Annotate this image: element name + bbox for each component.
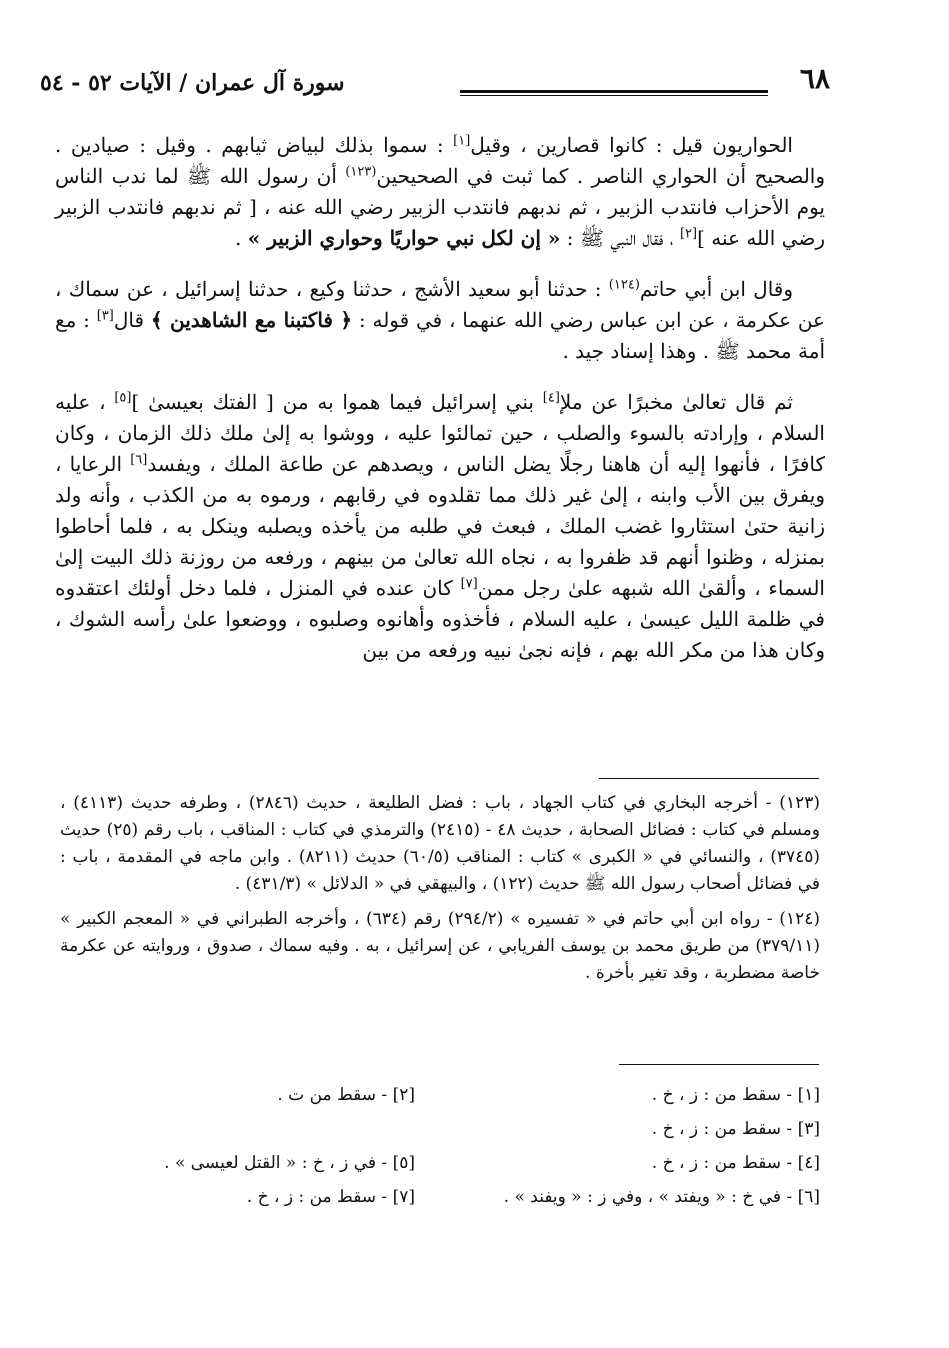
text-run: . — [235, 226, 248, 250]
footnote-separator — [599, 778, 819, 779]
variant-marker: [٦] — [130, 452, 148, 468]
variant-marker: [١] — [453, 133, 471, 149]
footnote-ref: (١٢٣) — [345, 164, 377, 180]
text-run: وقال ابن أبي حاتم — [639, 277, 793, 301]
main-text — [55, 130, 825, 686]
manuscript-variants — [60, 1080, 820, 1212]
text-run: كان عنده في المنزل ، فلما دخل أولئك اعتقدوه في ظلمة الليل عيسىٰ ، عليه السلام ، فأخذوه وأهانوه وصلبوه ، ووضعوا علىٰ رأسه الشوك ، وكان هذا من مكر الله بهم ، فإنه نجىٰ نبيه ورفعه من بين — [55, 576, 825, 662]
hadith-quote: « إن لكل نبي حواريًا وحواري الزبير » — [247, 226, 561, 250]
footnote-ref: (١٢٤) — [608, 277, 640, 293]
variant-note-6: [٦] - في خ : « ويفتد » ، وفي ز : « ويفند » . — [503, 1187, 820, 1207]
text-run: : حدثنا أبو سعيد الأشج ، حدثنا وكيع ، حدثنا إسرائيل ، عن سماك ، عن عكرمة ، عن ابن عباس رضي الله عنهما ، في قوله : — [55, 277, 825, 332]
page-header — [40, 62, 830, 112]
text-run: ، فقال النبي ﷺ : — [560, 226, 680, 250]
running-title: سورة آل عمران / الآيات ٥٢ - ٥٤ — [40, 70, 345, 96]
footnote-124: (١٢٤) - رواه ابن أبي حاتم في « تفسيره » (٢٩٤/٢) رقم (٦٣٤) ، وأخرجه الطبراني في « المعجم الكبير » (٣٧٩/١١) من طريق محمد بن يوسف الفريابي ، عن إسرائيل ، به . وفيه سماك ، صدوق ، وروايته عن عكرمة خاصة مضطربة ، وقد تغير بأخرة . — [60, 909, 820, 983]
text-run: أن رسول الله ﷺ لما ندب الناس يوم الأحزاب فانتدب الزبير ، ثم ندبهم فانتدب الزبير رضي الله عنه ، [ ثم ندبهم فانتدب الزبير رضي الله عنه ] — [55, 164, 825, 250]
text-run: قال — [113, 308, 151, 332]
variant-note-3: [٣] - سقط من : ز ، خ . — [651, 1119, 820, 1139]
variant-note-1: [١] - سقط من : ز ، خ . — [651, 1085, 820, 1105]
text-run: الرعايا ، ويفرق بين الأب وابنه ، إلىٰ غير ذلك مما تقلدوه في رقابهم ، ورموه به من الكذب ، وأنه ولد زانية حتىٰ استثاروا غضب الملك ، فبعث في طلبه من يأخذه ويصلبه وينكل به ، فلما أحاطوا بمنزله ، وظنوا أنهم قد ظفروا به ، نجاه الله تعالىٰ من بينهم ، ورفعه من روزنة ذلك البيت إلىٰ السماء ، وألقىٰ الله شبهه علىٰ رجل ممن — [55, 452, 825, 600]
quran-quote: ﴿ فاكتبنا مع الشاهدين ﴾ — [150, 308, 353, 332]
variant-note-7: [٧] - سقط من : ز ، خ . — [246, 1187, 415, 1207]
variant-marker: [٣] — [96, 308, 114, 324]
paragraph-3 — [55, 387, 825, 666]
paragraph-1 — [55, 130, 825, 254]
text-run: بني إسرائيل فيما هموا به من [ الفتك بعيسىٰ ] — [131, 390, 543, 414]
header-rule — [460, 90, 768, 96]
text-run: : مع أمة محمد ﷺ . وهذا إسناد جيد . — [55, 308, 825, 363]
footnotes — [60, 790, 820, 995]
text-run: الحواريون قيل : كانوا قصارين ، وقيل — [470, 133, 793, 157]
page-number: ٦٨ — [799, 62, 830, 95]
text-run: ثم قال تعالىٰ مخبرًا عن ملإ — [559, 390, 793, 414]
paragraph-2 — [55, 274, 825, 367]
variant-note-2: [٢] - سقط من ت . — [277, 1085, 415, 1105]
variant-marker: [٥] — [114, 390, 132, 406]
variants-separator — [619, 1064, 819, 1065]
footnote-123: (١٢٣) - أخرجه البخاري في كتاب الجهاد ، باب : فضل الطليعة ، حديث (٢٨٤٦) ، وطرفه حديث (٤١١٣) ، ومسلم في كتاب : فضائل الصحابة ، حديث ٤٨ - (٢٤١٥) والترمذي في كتاب : المناقب ، باب رقم (٢٥) حديث (٣٧٤٥) ، والنسائي في « الكبرى » كتاب : المناقب (٦٠/٥) حديث (٨٢١١) . وابن ماجه في المقدمة ، باب : في فضائل أصحاب رسول الله ﷺ حديث (١٢٢) ، والبيهقي في « الدلائل » (٤٣١/٣) . — [60, 793, 820, 894]
text-run: ، عليه السلام ، وإرادته بالسوء والصلب ، حين تمالئوا عليه ، ووشوا به إلىٰ ملك ذلك الزمان ، وكان كافرًا ، فأنهوا إليه أن هاهنا رجلًا يضل الناس ، ويصدهم عن طاعة الملك ، ويفسد — [55, 390, 825, 476]
variant-marker: [٧] — [460, 576, 478, 592]
variant-note-4: [٤] - سقط من : ز ، خ . — [651, 1153, 820, 1173]
variant-marker: [٢] — [679, 226, 698, 242]
variant-marker: [٤] — [542, 390, 560, 406]
variant-note-5: [٥] - في ز ، خ : « القتل لعيسى » . — [164, 1153, 415, 1173]
text-run: : سموا بذلك لبياض ثيابهم . وقيل : صيادين . والصحيح أن الحواري الناصر . كما ثبت في الصحيحين — [55, 133, 825, 188]
